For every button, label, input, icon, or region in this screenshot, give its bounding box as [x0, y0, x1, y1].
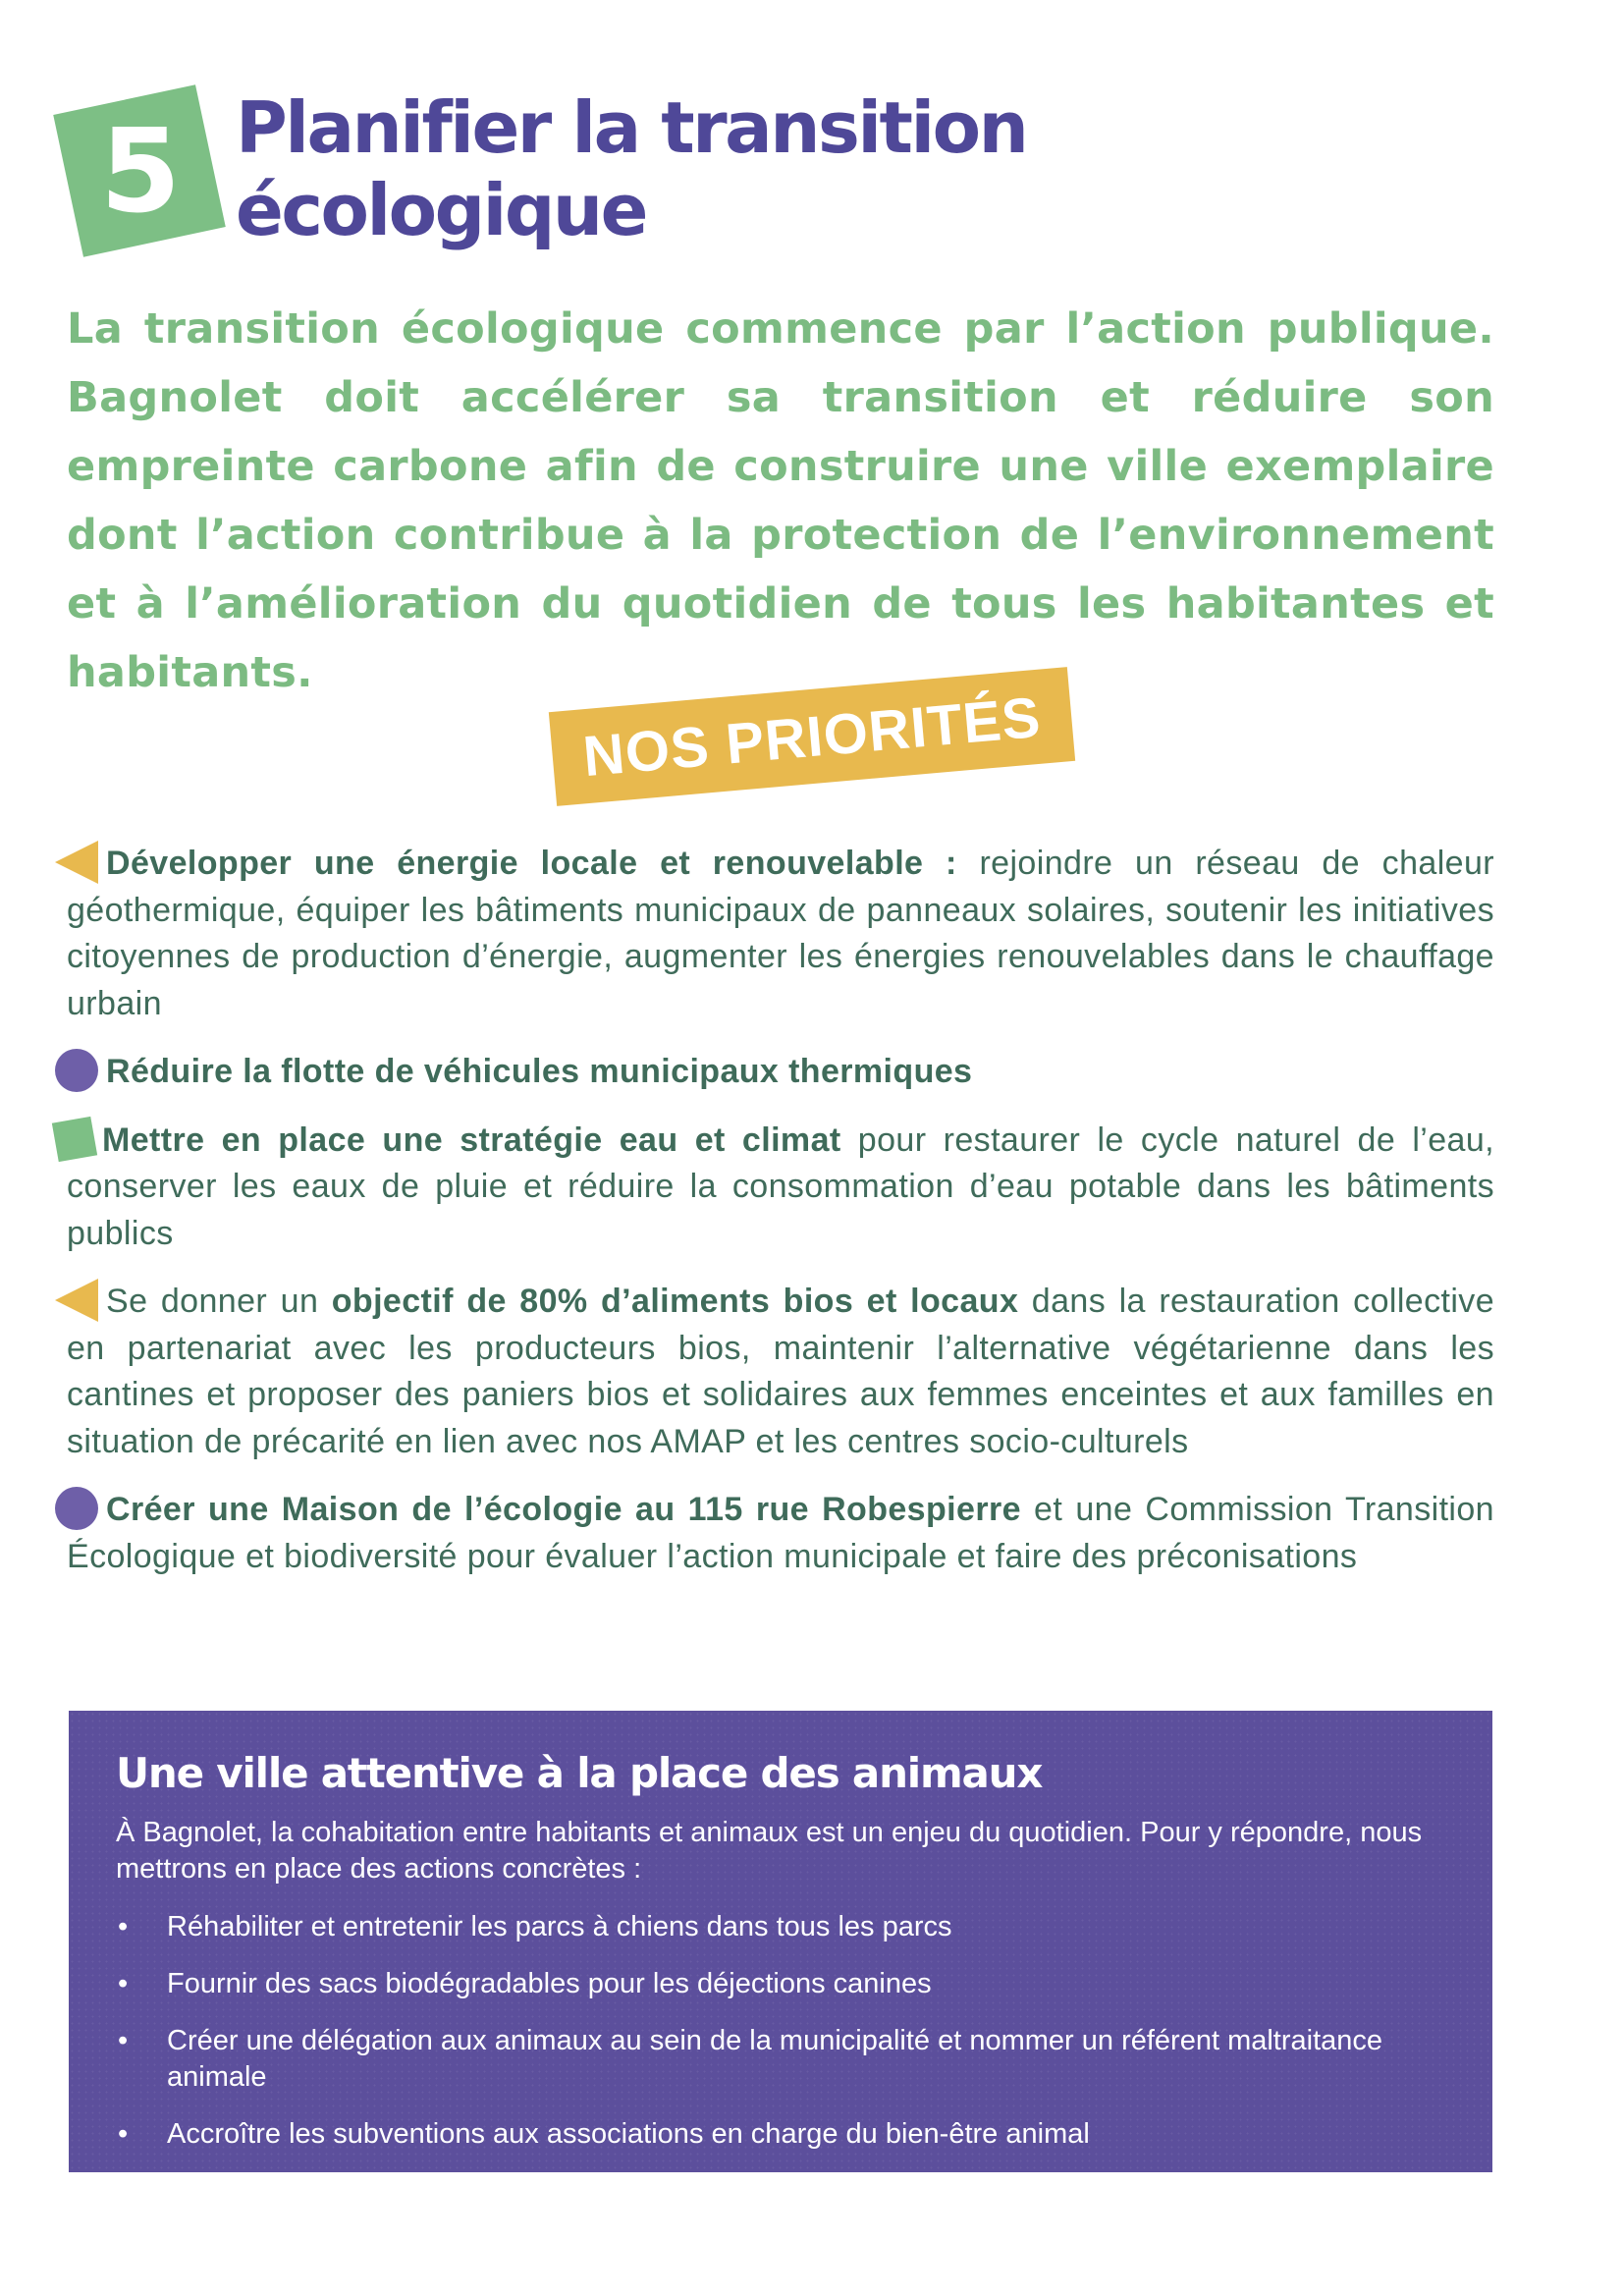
intro-paragraph: La transition écologique commence par l’action publique. Bagnolet doit accélérer sa transition et réduire son empreinte carbone afin de construire une ville exemplaire dont l’action contribue à la protection de l’environnement et à l’amélioration du quotidien de tous les habitantes et habitants. [67, 304, 1494, 697]
section-number-badge [53, 84, 226, 257]
animals-list-item: • Accroître les subventions aux associations en charge du bien-être animal [116, 2116, 1445, 2153]
priority-item: Se donner un objectif de 80% d’aliments bios et locaux dans la restauration collective en partenariat avec les producteurs bios, maintenir l’alternative végétarienne dans les cantines et proposer des paniers bios et solidaires aux femmes enceintes et aux familles en situation de précarité en lien avec nos AMAP et les centres socio-culturels [67, 1279, 1494, 1465]
circle-icon [55, 1487, 98, 1530]
section-number: 5 [99, 103, 180, 240]
title-line-1: Planifier la transition [236, 86, 1027, 169]
bullet-icon: • [118, 1911, 129, 1942]
animals-list-item: • Fournir des sacs biodégradables pour les déjections canines [116, 1966, 1445, 2002]
animals-list-item: • Réhabiliter et entretenir les parcs à chiens dans tous les parcs [116, 1909, 1445, 1945]
animals-list [116, 1909, 1445, 2153]
animals-box-lead: À Bagnolet, la cohabitation entre habitants et animaux est un enjeu du quotidien. Pour y répondre, nous mettrons en place des actions concrètes : [116, 1817, 1423, 1885]
priorities-banner-label: NOS PRIORITÉS [580, 684, 1044, 789]
title-line-2: écologique [236, 169, 646, 251]
priority-item-bold: Mettre en place une stratégie eau et climat [102, 1121, 841, 1159]
priorities-list [67, 841, 1494, 1602]
bullet-icon: • [118, 1968, 129, 1999]
triangle-icon [55, 841, 98, 884]
priority-item: Créer une Maison de l’écologie au 115 rue Robespierre et une Commission Transition Écologique et biodiversité pour évaluer l’action municipale et faire des préconisations [67, 1487, 1494, 1580]
animals-box-title: Une ville attentive à la place des animaux [116, 1749, 1043, 1797]
square-icon [52, 1116, 97, 1161]
animals-box [69, 1711, 1492, 2172]
triangle-icon [55, 1279, 98, 1322]
priority-item: Développer une énergie locale et renouvelable : rejoindre un réseau de chaleur géothermique, équiper les bâtiments municipaux de panneaux solaires, soutenir les initiatives citoyennes de production d’énergie, augmenter les énergies renouvelables dans le chauffage urbain [67, 841, 1494, 1027]
priority-item: Mettre en place une stratégie eau et climat pour restaurer le cycle naturel de l’eau, conserver les eaux de pluie et réduire la consommation d’eau potable dans les bâtiments publics [67, 1118, 1494, 1258]
priority-item-bold: objectif de 80% d’aliments bios et locaux [331, 1283, 1019, 1320]
priority-item-bold: Réduire la flotte de véhicules municipaux thermiques [106, 1053, 973, 1090]
animals-list-item: • Créer une délégation aux animaux au sein de la municipalité et nommer un référent maltraitance animale [118, 2025, 1383, 2093]
bullet-icon: • [118, 2025, 129, 2056]
circle-icon [55, 1049, 98, 1092]
priority-item [67, 1049, 1494, 1096]
bullet-icon: • [118, 2118, 129, 2150]
priority-item-bold: Créer une Maison de l’écologie au 115 rue Robespierre [106, 1491, 1021, 1528]
page-title [236, 86, 1512, 251]
priority-item-bold: Développer une énergie locale et renouvelable : [106, 845, 957, 882]
